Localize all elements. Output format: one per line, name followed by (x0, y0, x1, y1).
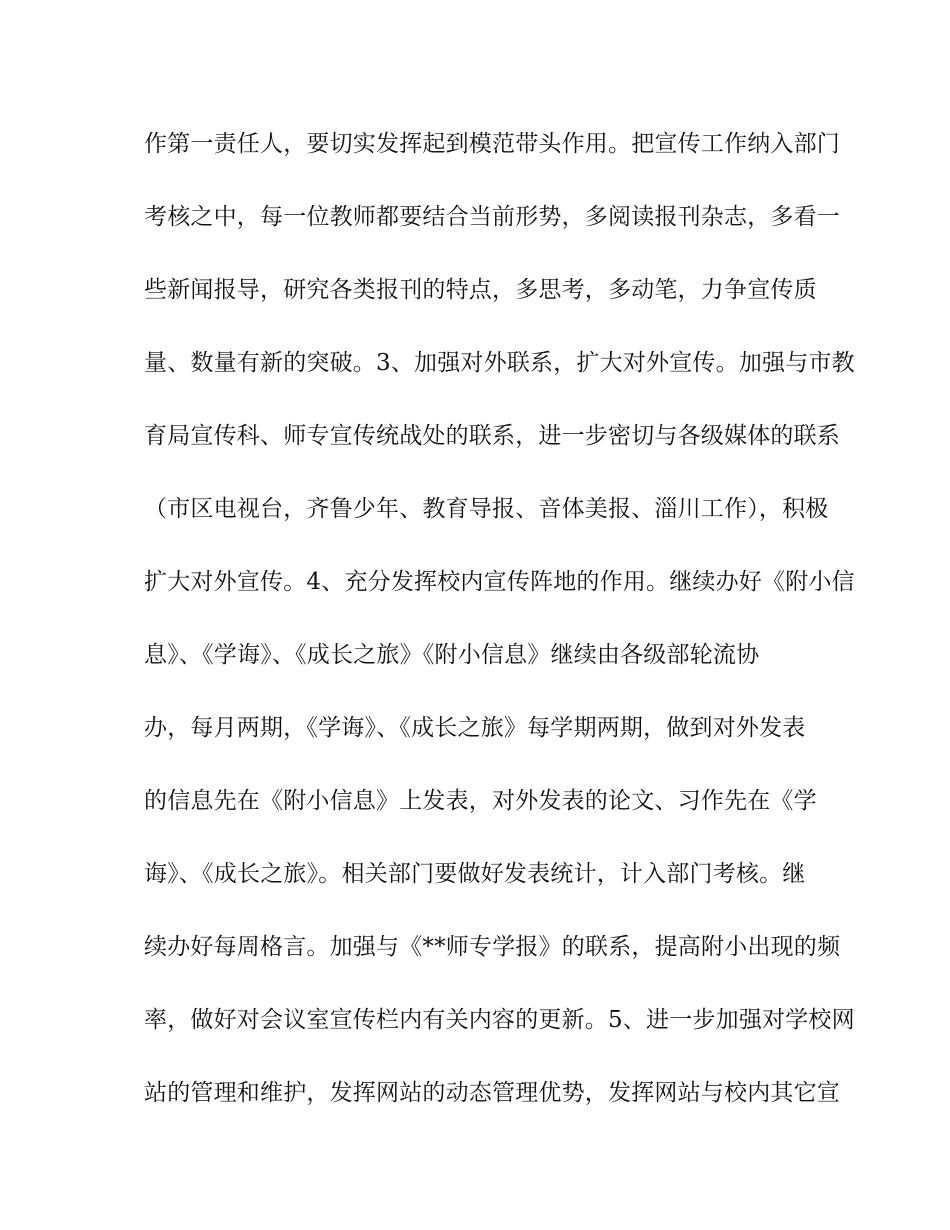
text-line-7: 扩大对外宣传。4、充分发挥校内宣传阵地的作用。继续办好《附小信 (144, 569, 855, 595)
text-line-6: （市区电视台，齐鲁少年、教育导报、音体美报、淄川工作），积极 (144, 496, 829, 522)
text-line-3: 些新闻报导，研究各类报刊的特点，多思考，多动笔，力争宣传质 (144, 277, 817, 303)
text-line-13: 率，做好对会议室宣传栏内有关内容的更新。5、进一步加强对学校网 (144, 1007, 855, 1033)
text-line-10: 的信息先在《附小信息》上发表，对外发表的论文、习作先在《学 (144, 788, 817, 814)
text-line-5: 育局宣传科、师专宣传统战处的联系，进一步密切与各级媒体的联系 (144, 423, 840, 449)
text-line-12: 续办好每周格言。加强与《**师专学报》的联系，提高附小出现的频 (144, 934, 841, 960)
text-line-11: 诲》、《成长之旅》。相关部门要做好发表统计，计入部门考核。继 (144, 861, 806, 887)
text-line-9: 办，每月两期，《学诲》、《成长之旅》每学期两期，做到对外发表 (144, 715, 806, 741)
text-line-8: 息》、《学诲》、《成长之旅》《附小信息》继续由各级部轮流协 (144, 642, 760, 668)
text-line-14: 站的管理和维护，发挥网站的动态管理优势，发挥网站与校内其它宣 (144, 1080, 840, 1106)
text-line-1: 作第一责任人，要切实发挥起到模范带头作用。把宣传工作纳入部门 (144, 131, 840, 157)
body-text (144, 124, 855, 1146)
text-line-2: 考核之中，每一位教师都要结合当前形势，多阅读报刊杂志，多看一 (144, 204, 840, 230)
text-line-4: 量、数量有新的突破。3、加强对外联系，扩大对外宣传。加强与市教 (144, 350, 855, 376)
